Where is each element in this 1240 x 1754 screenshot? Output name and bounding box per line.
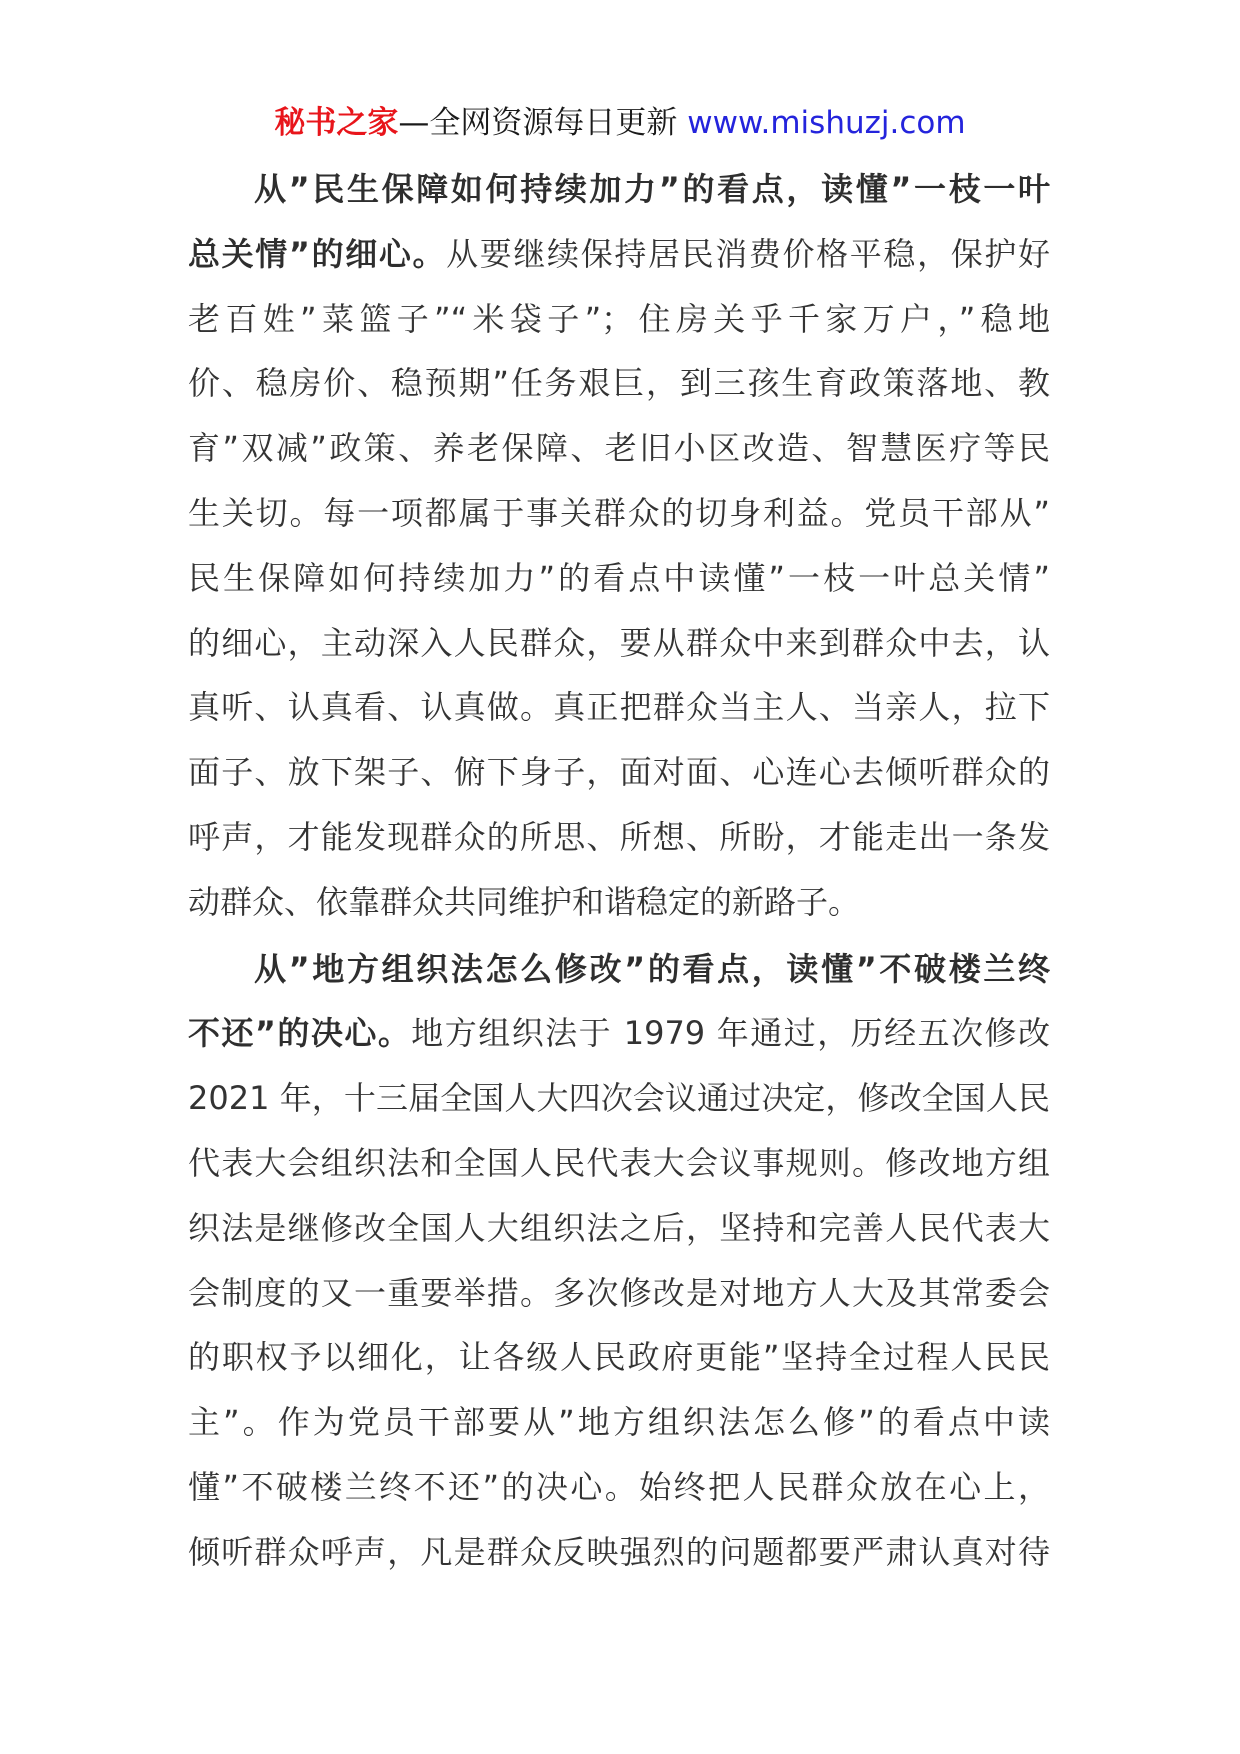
bold-lead: 总关情”的细心。 xyxy=(188,234,447,273)
bold-lead: 不还”的决心。 xyxy=(188,1014,412,1053)
paragraph-line: 懂”不破楼兰终不还”的决心。始终把人民群众放在心上， xyxy=(188,1467,1050,1506)
header-brand: 秘书之家 xyxy=(274,105,399,141)
paragraph-line xyxy=(188,222,1050,287)
paragraph-line: 的职权予以细化，让各级人民政府更能”坚持全过程人民民 xyxy=(188,1338,1050,1377)
paragraph-line: 主”。作为党员干部要从”地方组织法怎么修”的看点中读 xyxy=(188,1403,1050,1442)
header-url: www.mishuzj.com xyxy=(687,105,966,141)
paragraph-line: 织法是继修改全国人大组织法之后，坚持和完善人民代表大 xyxy=(188,1208,1050,1247)
paragraph-line: 育”双减”政策、养老保障、老旧小区改造、智慧医疗等民 xyxy=(188,429,1050,468)
bold-lead: 从”民生保障如何持续加力”的看点，读懂”一枝一叶 xyxy=(254,170,1050,208)
line-text: 从要继续保持居民消费价格平稳，保护好 xyxy=(446,234,1050,273)
header-tagline: —全网资源每日更新 xyxy=(398,105,688,141)
paragraph-line: 倾听群众呼声，凡是群众反映强烈的问题都要严肃认真对待 xyxy=(188,1532,1050,1571)
paragraph-line: 2021 年，十三届全国人大四次会议通过决定，修改全国人民 xyxy=(188,1079,1050,1118)
line-text: 地方组织法于 1979 年通过，历经五次修改 xyxy=(411,1014,1050,1053)
paragraph-line: 老百姓”菜篮子”“米袋子”；住房关乎千家万户，”稳地 xyxy=(188,299,1050,338)
paragraph-line: 面子、放下架子、俯下身子，面对面、心连心去倾听群众的 xyxy=(188,753,1050,792)
paragraph-line: 真听、认真看、认真做。真正把群众当主人、当亲人，拉下 xyxy=(188,688,1050,727)
paragraph-line xyxy=(188,1001,1050,1066)
paragraph-line: 呼声，才能发现群众的所思、所想、所盼，才能走出一条发 xyxy=(188,817,1050,856)
paragraph xyxy=(188,937,1050,1585)
paragraph-line: 价、稳房价、稳预期”任务艰巨，到三孩生育政策落地、教 xyxy=(188,364,1050,403)
paragraph-line xyxy=(188,937,1050,1002)
page-header xyxy=(0,103,1240,143)
paragraph-line: 生关切。每一项都属于事关群众的切身利益。党员干部从” xyxy=(188,493,1050,532)
paragraph-line: 动群众、依靠群众共同维护和谐稳定的新路子。 xyxy=(188,882,861,921)
paragraph-line: 会制度的又一重要举措。多次修改是对地方人大及其常委会 xyxy=(188,1273,1050,1312)
paragraph xyxy=(188,157,1050,935)
paragraph-line: 代表大会组织法和全国人民代表大会议事规则。修改地方组 xyxy=(188,1143,1050,1182)
bold-lead: 从”地方组织法怎么修改”的看点，读懂”不破楼兰终 xyxy=(254,949,1050,988)
paragraph-line: 民生保障如何持续加力”的看点中读懂”一枝一叶总关情” xyxy=(188,558,1050,597)
document-body xyxy=(188,157,1050,1585)
paragraph-line: 的细心，主动深入人民群众，要从群众中来到群众中去，认 xyxy=(188,623,1050,662)
paragraph-line xyxy=(188,157,1050,222)
